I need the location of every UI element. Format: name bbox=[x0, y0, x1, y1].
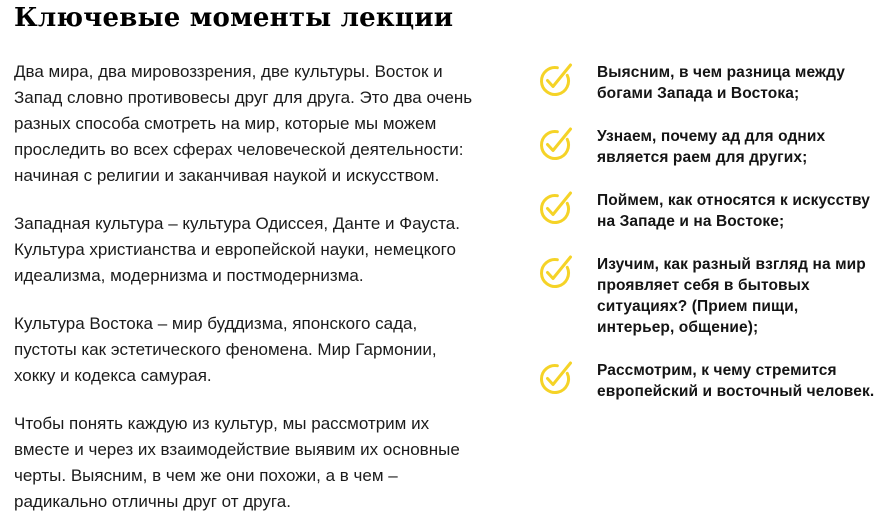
description-paragraph: Два мира, два мировоззрения, две культуры. Восток и Запад словно противовесы друг для друга. Это два очень разных способа смотреть на мир, которые мы можем проследить во всех сферах человеческой деятельности: начиная с религии и заканчивая наукой и искусством. bbox=[14, 62, 473, 186]
content-columns bbox=[14, 59, 880, 515]
checklist-item bbox=[538, 124, 880, 168]
checklist-item bbox=[538, 188, 880, 232]
checklist-item bbox=[538, 358, 880, 402]
lecture-goals-checklist bbox=[538, 59, 880, 402]
check-circle-icon bbox=[538, 252, 576, 290]
check-circle-icon bbox=[538, 188, 576, 226]
lecture-description-column bbox=[14, 59, 476, 515]
checklist-item-text: Выясним, в чем разница между богами Запада и Востока; bbox=[597, 64, 845, 103]
check-circle-icon bbox=[538, 60, 576, 98]
check-circle-icon bbox=[538, 358, 576, 396]
check-circle-icon bbox=[538, 124, 576, 162]
description-paragraph: Западная культура – культура Одиссея, Данте и Фауста. Культура христианства и европейской науки, немецкого идеализма, модернизма и постмодернизма. bbox=[14, 214, 460, 286]
checklist-item bbox=[538, 252, 880, 338]
page-title: Ключевые моменты лекции bbox=[14, 3, 454, 33]
checklist-item-text: Поймем, как относятся к искусству на Западе и на Востоке; bbox=[597, 192, 870, 231]
description-paragraph: Чтобы понять каждую из культур, мы рассмотрим их вместе и через их взаимодействие выявим их основные черты. Выясним, в чем же они похожи, а в чем – радикально отличны друг от друга. bbox=[14, 414, 460, 512]
checklist-item-text: Рассмотрим, к чему стремится европейский и восточный человек. bbox=[597, 362, 875, 401]
description-paragraph: Культура Востока – мир буддизма, японского сада, пустоты как эстетического феномена. Мир Гармонии, хокку и кодекса самурая. bbox=[14, 314, 437, 386]
checklist-item-text: Изучим, как разный взгляд на мир проявляет себя в бытовых ситуациях? (Прием пищи, интерьер, общение); bbox=[597, 256, 866, 337]
checklist-item bbox=[538, 60, 880, 104]
checklist-item-text: Узнаем, почему ад для одних является раем для других; bbox=[597, 128, 826, 167]
